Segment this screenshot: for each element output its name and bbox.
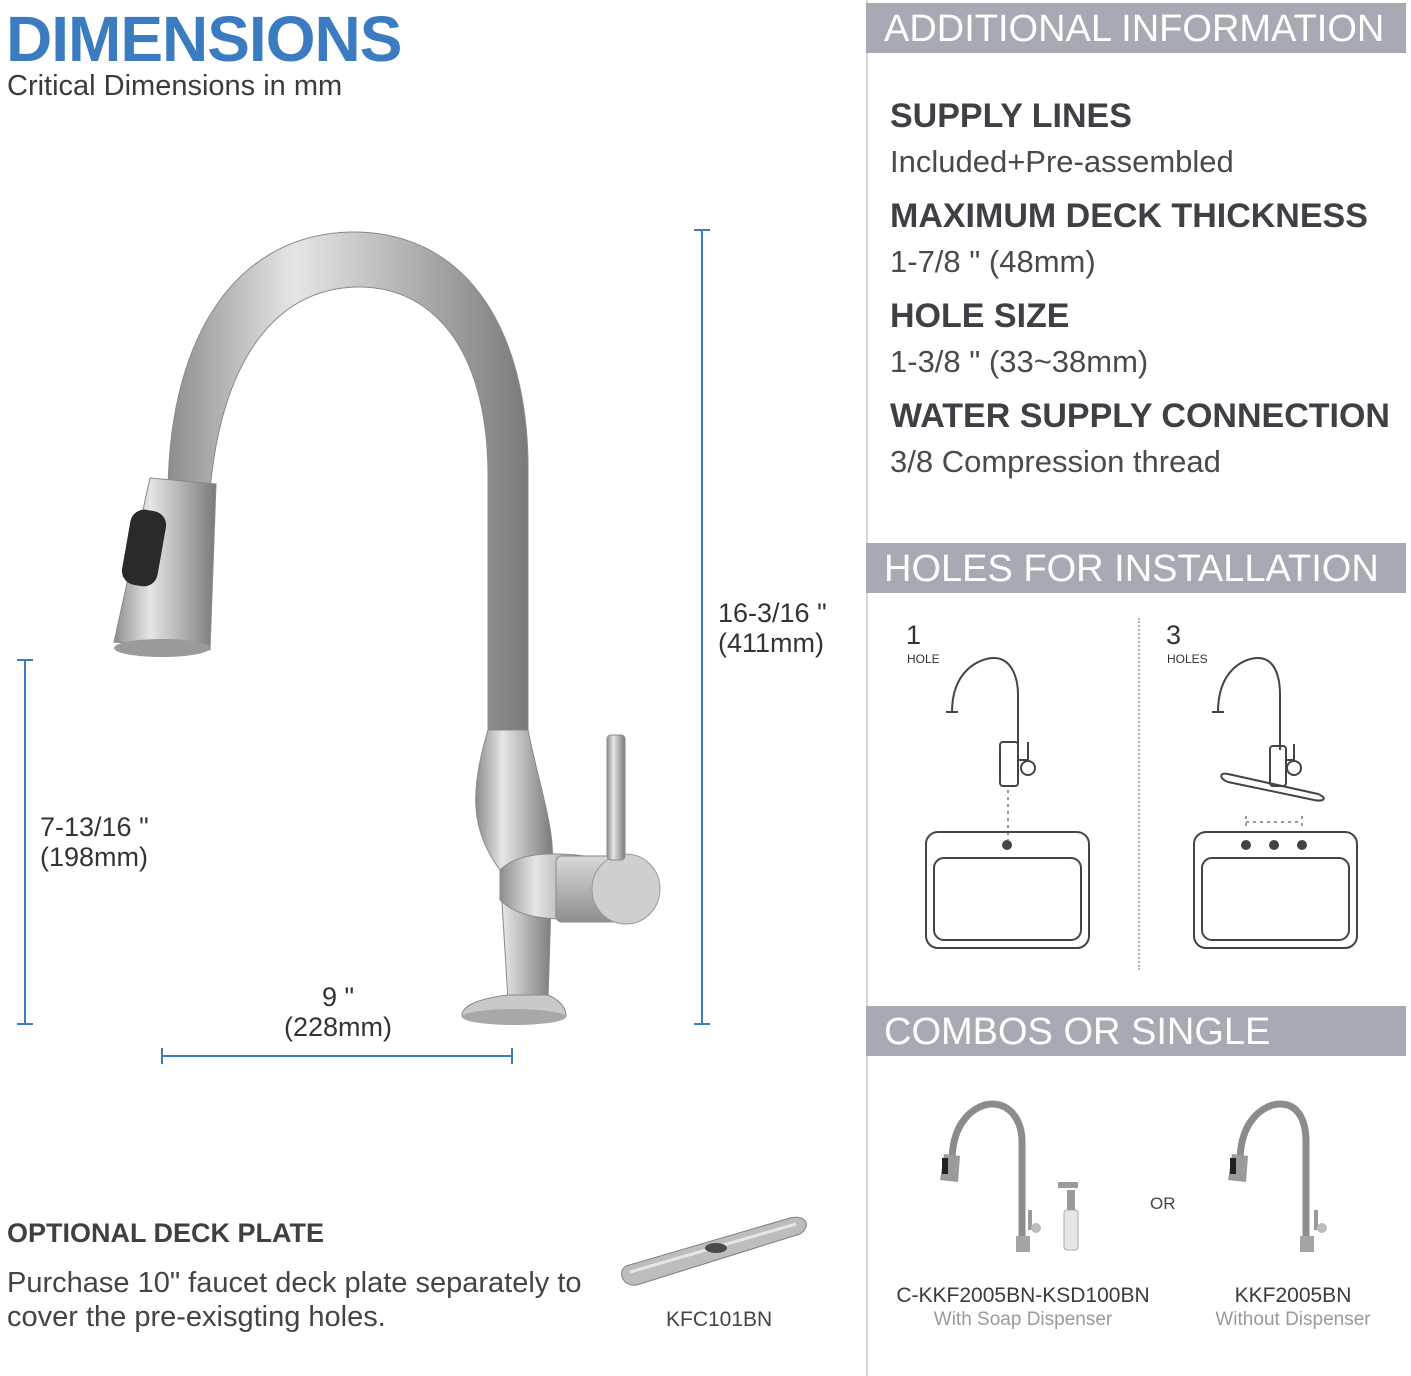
total-height-label — [718, 598, 827, 658]
additional-info-bar — [866, 3, 1406, 53]
hole-option-number: 3 — [1166, 620, 1182, 650]
holes-heading: HOLES FOR INSTALLATION — [884, 548, 1379, 590]
spec-value: 3/8 Compression thread — [890, 444, 1221, 479]
spec-label: MAXIMUM DECK THICKNESS — [890, 197, 1368, 235]
spout-height-dimension-line — [17, 660, 33, 1024]
additional-info-heading: ADDITIONAL INFORMATION — [884, 8, 1385, 50]
combos-bar — [866, 1006, 1406, 1056]
spout-height-inch: 7-13/16 " — [40, 812, 149, 842]
hole-option-caption: HOLES — [1167, 652, 1208, 666]
spout-height-label — [40, 812, 149, 872]
single-faucet-image — [1218, 1098, 1338, 1258]
combo-subtitle: Without Dispenser — [1215, 1309, 1371, 1330]
deck-plate-heading: OPTIONAL DECK PLATE — [7, 1218, 325, 1248]
spec-value: Included+Pre-assembled — [890, 144, 1234, 179]
three-hole-diagram — [1188, 650, 1363, 950]
combo-or-separator: OR — [1150, 1194, 1176, 1213]
page-title: DIMENSIONS — [6, 3, 402, 75]
hole-option-caption: HOLE — [907, 652, 940, 666]
spec-value: 1-7/8 " (48mm) — [890, 244, 1096, 279]
deck-plate-description: Purchase 10" faucet deck plate separately to cover the pre-exisgting holes. — [7, 1267, 582, 1333]
combos-heading: COMBOS OR SINGLE — [884, 1011, 1271, 1053]
column-divider — [866, 0, 868, 1376]
combo-faucet-with-dispenser-image — [930, 1098, 1090, 1258]
reach-mm: (228mm) — [283, 1012, 392, 1042]
one-hole-diagram — [920, 650, 1095, 950]
spec-label: WATER SUPPLY CONNECTION — [890, 397, 1390, 435]
holes-divider — [1138, 618, 1140, 970]
height-dimension-line — [694, 230, 710, 1024]
faucet-image — [0, 0, 866, 1100]
hole-option-number: 1 — [906, 620, 922, 650]
spout-height-mm: (198mm) — [40, 842, 149, 872]
deck-plate-code: KFC101BN — [666, 1308, 773, 1331]
combo-code: KKF2005BN — [1234, 1284, 1352, 1307]
reach-dimension-line — [162, 1048, 512, 1064]
spec-label: SUPPLY LINES — [890, 97, 1132, 135]
spec-value: 1-3/8 " (33~38mm) — [890, 344, 1149, 379]
holes-bar — [866, 543, 1406, 593]
total-height-mm: (411mm) — [718, 628, 825, 658]
combo-code: C-KKF2005BN-KSD100BN — [896, 1284, 1150, 1307]
spec-label: HOLE SIZE — [890, 297, 1070, 335]
total-height-inch: 16-3/16 " — [718, 598, 827, 628]
combo-subtitle: With Soap Dispenser — [933, 1309, 1113, 1330]
page-subtitle: Critical Dimensions in mm — [7, 70, 343, 102]
reach-label — [280, 982, 396, 1042]
deck-plate-image — [620, 1212, 812, 1292]
reach-inch: 9 " — [321, 982, 355, 1012]
